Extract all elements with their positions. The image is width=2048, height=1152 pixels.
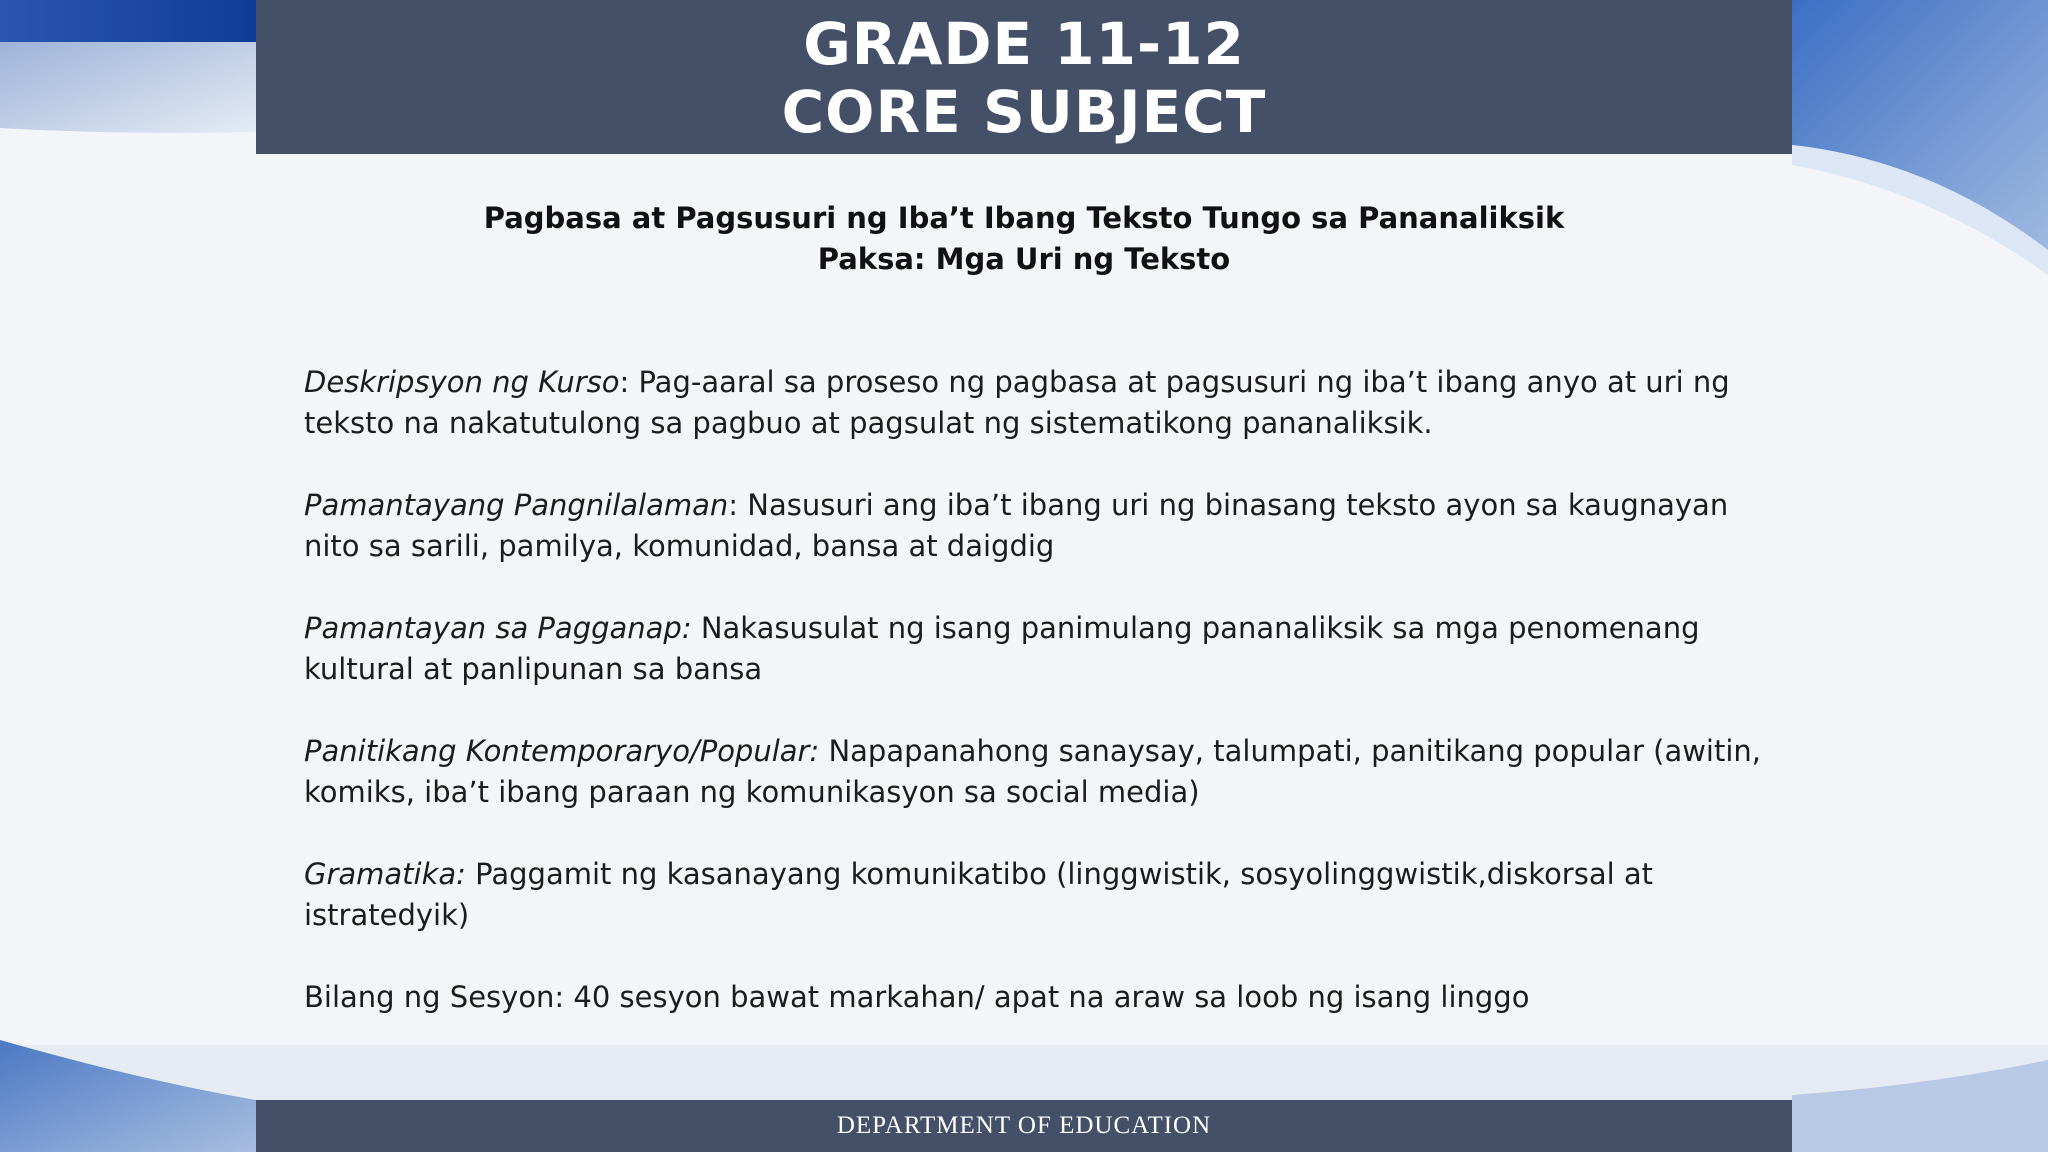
section-text: Nasusuri ang iba’t ibang uri ng binasang teksto ayon sa kaugnayan nito sa sarili, pamilya, komunidad, bansa at daigdig — [304, 488, 1729, 563]
section-deskripsyon — [304, 362, 1764, 444]
section-text: Napapanahong sanaysay, talumpati, panitikang popular (awitin, komiks, iba’t ibang paraan ng komunikasyon sa social media) — [304, 734, 1762, 809]
footer-band — [256, 1100, 1792, 1152]
header-core-subject: CORE SUBJECT — [781, 78, 1267, 146]
section-label: Pamantayan sa Pagganap: — [304, 611, 692, 645]
section-panitikan — [304, 731, 1764, 813]
subject-topic: Paksa: Mga Uri ng Teksto — [817, 242, 1231, 276]
section-text: Paggamit ng kasanayang komunikatibo (linggwistik, sosyolinggwistik,diskorsal at istratedyik) — [304, 857, 1654, 932]
section-text: Nakasusulat ng isang panimulang pananaliksik sa mga penomenang kultural at panlipunan sa bansa — [304, 611, 1700, 686]
section-separator: : — [619, 365, 639, 399]
section-label: Panitikang Kontemporaryo/Popular: — [304, 734, 820, 768]
section-separator: : — [728, 488, 748, 522]
content-body — [304, 362, 1764, 1059]
section-label: Pamantayang Pangnilalaman — [304, 488, 729, 522]
section-separator — [466, 857, 475, 891]
section-label: Gramatika: — [304, 857, 466, 891]
section-gramatika — [304, 854, 1764, 936]
subject-title: Pagbasa at Pagsusuri ng Iba’t Ibang Teksto Tungo sa Pananaliksik — [483, 201, 1565, 235]
footer-text: DEPARTMENT OF EDUCATION — [836, 1112, 1212, 1139]
section-sesyon: Bilang ng Sesyon: 40 sesyon bawat markahan/ apat na araw sa loob ng isang linggo — [304, 980, 1530, 1014]
section-separator — [692, 611, 701, 645]
section-label: Deskripsyon ng Kurso — [304, 365, 620, 399]
section-pagganap — [304, 608, 1764, 690]
header-grade: GRADE 11-12 — [803, 10, 1245, 78]
section-text: Pag-aaral sa proseso ng pagbasa at pagsusuri ng iba’t ibang anyo at uri ng teksto na nakatutulong sa pagbuo at pagsulat ng sistematikong pananaliksik. — [304, 365, 1730, 440]
header-band — [256, 0, 1792, 154]
section-pangnilalaman — [304, 485, 1764, 567]
